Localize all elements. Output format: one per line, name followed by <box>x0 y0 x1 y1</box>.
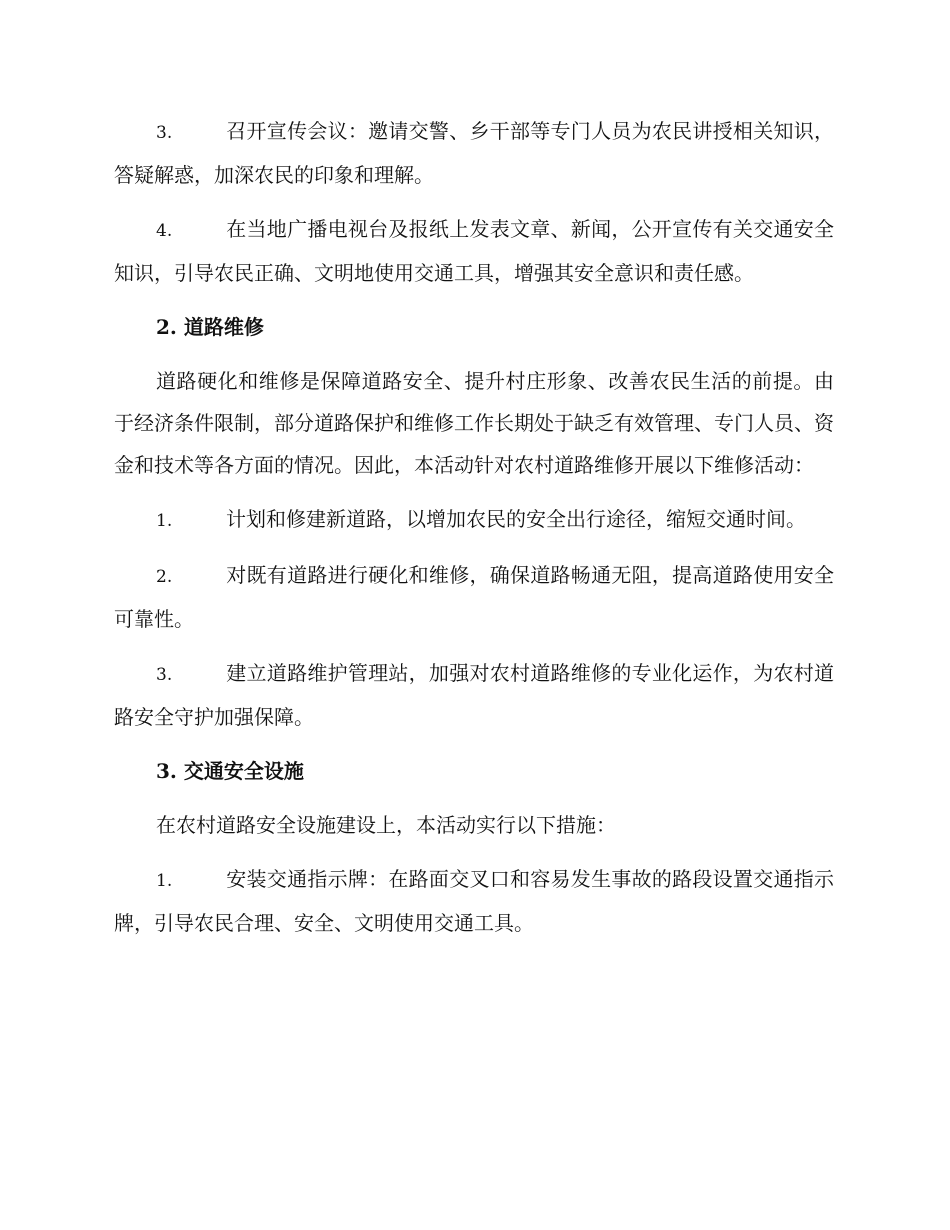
list-number: 3. <box>156 665 173 685</box>
list-item-text: 对既有道路进行硬化和维修，确保道路畅通无阻，提高道路使用安全可靠性。 <box>114 563 834 631</box>
list-number: 4. <box>156 221 173 241</box>
list-number: 2. <box>156 567 173 587</box>
paragraph-traffic-facilities-intro: 在农村道路安全设施建设上，本活动实行以下措施： <box>156 813 616 837</box>
paragraph-road-maintenance-intro: 道路硬化和维修是保障道路安全、提升村庄形象、改善农民生活的前提。由于经济条件限制，部分道路保护和维修工作长期处于缺乏有效管理、专门人员、资金和技术等各方面的情况。因此，本活动针对农村道路维修开展以下维修活动： <box>114 369 834 477</box>
list-item-road-hardening <box>114 554 834 640</box>
list-item-new-roads <box>114 498 834 542</box>
list-number: 3. <box>156 123 173 143</box>
list-item-text: 建立道路维护管理站，加强对农村道路维修的专业化运作，为农村道路安全守护加强保障。 <box>114 661 834 729</box>
list-number: 1. <box>156 871 173 891</box>
section-heading-traffic-facilities: 3. 交通安全设施 <box>156 759 304 783</box>
list-item-text: 在当地广播电视台及报纸上发表文章、新闻，公开宣传有关交通安全知识，引导农民正确、文明地使用交通工具，增强其安全意识和责任感。 <box>114 217 834 285</box>
list-item-text: 安装交通指示牌：在路面交叉口和容易发生事故的路段设置交通指示牌，引导农民合理、安全、文明使用交通工具。 <box>114 867 834 935</box>
list-item-maintenance-station <box>114 652 834 738</box>
list-item-media-publicity <box>114 208 834 294</box>
list-item-publicity-meeting <box>114 110 834 196</box>
list-number: 1. <box>156 511 173 531</box>
section-heading-road-maintenance: 2. 道路维修 <box>156 315 264 339</box>
list-item-text: 计划和修建新道路，以增加农民的安全出行途径，缩短交通时间。 <box>226 507 806 531</box>
list-item-text: 召开宣传会议：邀请交警、乡干部等专门人员为农民讲授相关知识，答疑解惑，加深农民的印象和理解。 <box>114 119 834 187</box>
list-item-traffic-signs <box>114 858 834 944</box>
document-body <box>114 110 834 956</box>
